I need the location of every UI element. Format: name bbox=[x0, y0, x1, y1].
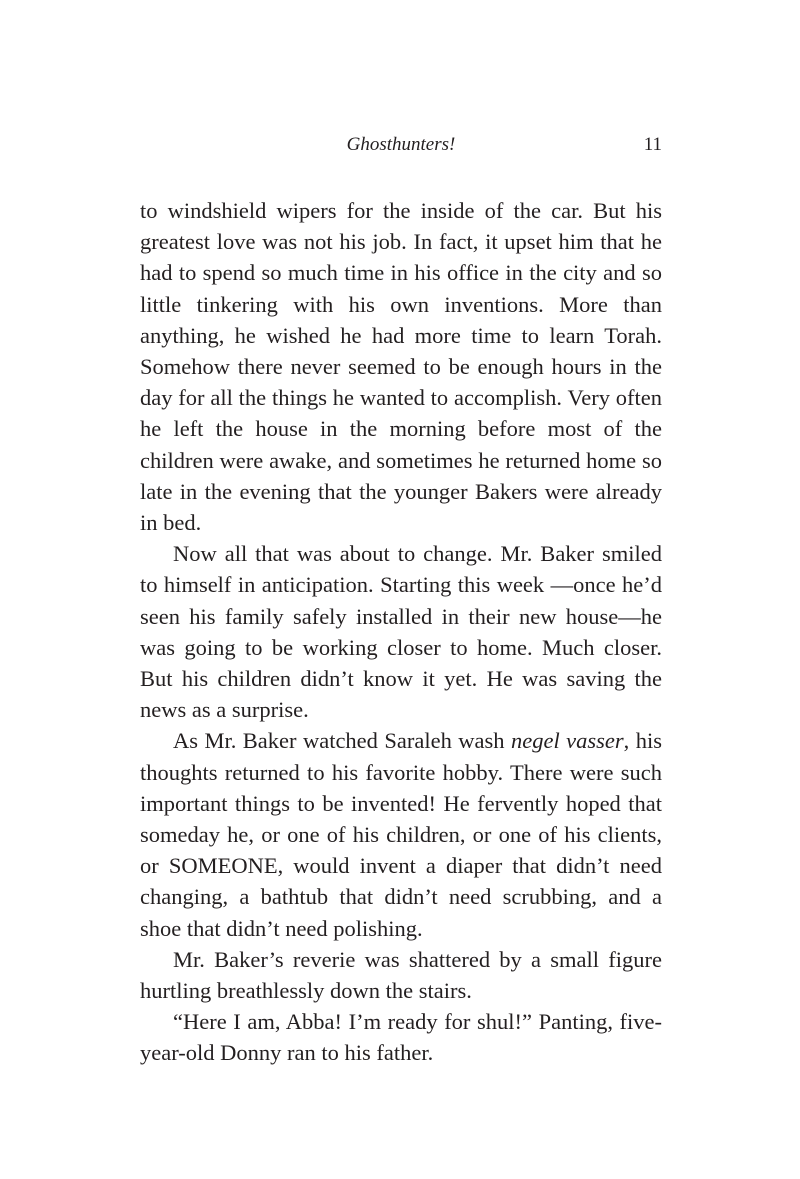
running-title: Ghosthunters! bbox=[346, 134, 456, 155]
running-head bbox=[140, 130, 662, 160]
paragraph-3 bbox=[140, 725, 662, 943]
paragraph-2: Now all that was about to change. Mr. Baker smiled to himself in anticipation. Starting this week —once he’d seen his family safely installed in their new house—he was going to be working closer to home. Much closer. But his children didn’t know it yet. He was saving the news as a surprise. bbox=[140, 541, 662, 723]
body-text bbox=[140, 195, 662, 1069]
paragraph-5: “Here I am, Abba! I’m ready for shul!” Panting, five-year-old Donny ran to his father. bbox=[140, 1009, 662, 1066]
paragraph-3-text-start: As Mr. Baker watched Saraleh wash bbox=[173, 728, 511, 754]
italic-term: negel vasser bbox=[511, 728, 624, 754]
paragraph-3-text-end: , his thoughts returned to his favorite hobby. There were such important things to be invented! He fervently hoped that someday he, or one of his children, or one of his clients, or SOMEONE, would invent a diaper that didn’t need changing, a bathtub that didn’t need scrubbing, and a shoe that didn’t need polishing. bbox=[140, 728, 663, 941]
paragraph-4: Mr. Baker’s reverie was shattered by a small figure hurtling breathlessly down the stairs. bbox=[140, 946, 662, 1004]
page-number: 11 bbox=[643, 134, 662, 155]
paragraph-1: to windshield wipers for the inside of the car. But his greatest love was not his job. In fact, it upset him that he had to spend so much time in his office in the city and so little tinkering with his own inventions. More than anything, he wished he had more time to learn Torah. Somehow there never seemed to be enough hours in the day for all the things he wanted to accomplish. Very often he left the house in the morning before most of the children were awake, and sometimes he returned home so late in the evening that the younger Bakers were already in bed. bbox=[140, 198, 662, 536]
